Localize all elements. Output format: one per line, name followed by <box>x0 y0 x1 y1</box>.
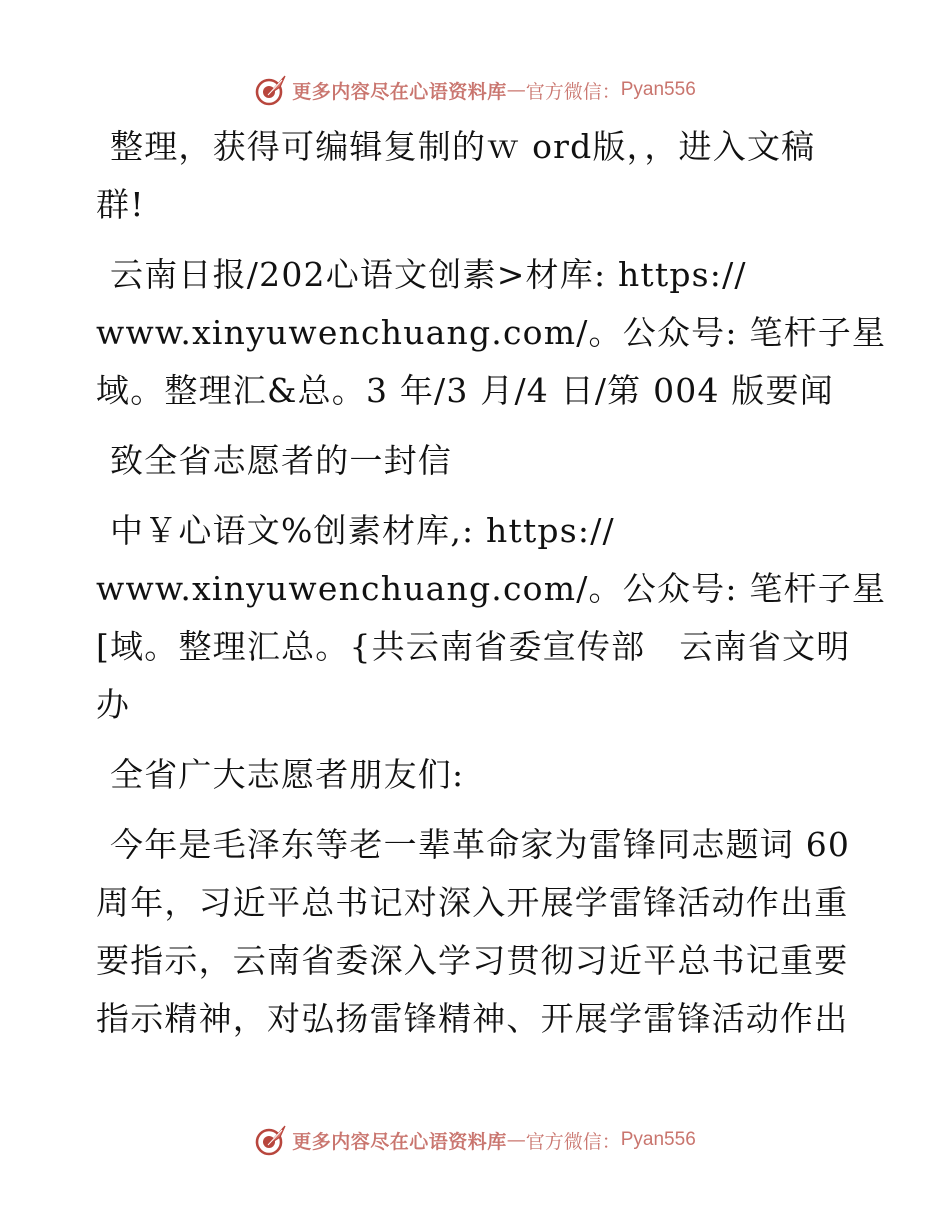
text-line: 今年是毛泽东等老一辈革命家为雷锋同志题词 60 <box>110 825 851 864</box>
banner-brand-text: 更多内容尽在心语资料库 <box>292 1130 507 1153</box>
paragraph-1 <box>96 118 856 234</box>
banner-brand-text: 更多内容尽在心语资料库 <box>292 80 507 103</box>
text-line: 办 <box>96 685 131 724</box>
text-line: [域。整理汇总。{共云南省委宣传部 云南省文明 <box>96 627 851 666</box>
text-line: 指示精神，对弘扬雷锋精神、开展学雷锋活动作出 <box>96 999 849 1038</box>
banner-wechat-id: Pyan556 <box>620 1129 696 1150</box>
paragraph-4 <box>96 502 887 734</box>
text-line: 要指示，云南省委深入学习贯彻习近平总书记重要 <box>96 941 849 980</box>
paragraph-2 <box>96 246 887 420</box>
text-line: www.xinyuwenchuang.com/。公众号: 笔杆子星 <box>96 313 887 352</box>
text-line: 中￥心语文%创素材库,: https:// <box>110 511 615 550</box>
text-line: 云南日报/202心语文创素>材库: https:// <box>110 255 747 294</box>
quill-logo-icon <box>254 1123 288 1157</box>
text-line: 域。整理汇&总。3 年/3 月/4 日/第 004 版要闻 <box>96 371 834 410</box>
paragraph-6 <box>96 816 856 1048</box>
text-line: www.xinyuwenchuang.com/。公众号: 笔杆子星 <box>96 569 887 608</box>
text-line: 周年，习近平总书记对深入开展学雷锋活动作出重 <box>96 883 849 922</box>
banner-label: 官方微信： <box>525 80 621 103</box>
paragraph-3 <box>96 432 856 490</box>
text-line: 群! <box>96 185 145 224</box>
quill-logo-icon <box>254 73 288 107</box>
footer-banner <box>0 1120 950 1160</box>
banner-separator: — <box>506 1129 526 1151</box>
banner-wechat-id: Pyan556 <box>620 79 696 100</box>
document-body <box>96 118 887 1060</box>
text-line: 致全省志愿者的一封信 <box>110 441 452 480</box>
header-banner <box>0 70 950 110</box>
banner-label: 官方微信： <box>525 1130 621 1153</box>
text-line: 整理，获得可编辑复制的ｗ ord版，，进入文稿 <box>110 127 816 166</box>
text-line: 全省广大志愿者朋友们: <box>110 755 465 794</box>
banner-separator: — <box>506 79 526 101</box>
paragraph-5 <box>96 746 856 804</box>
